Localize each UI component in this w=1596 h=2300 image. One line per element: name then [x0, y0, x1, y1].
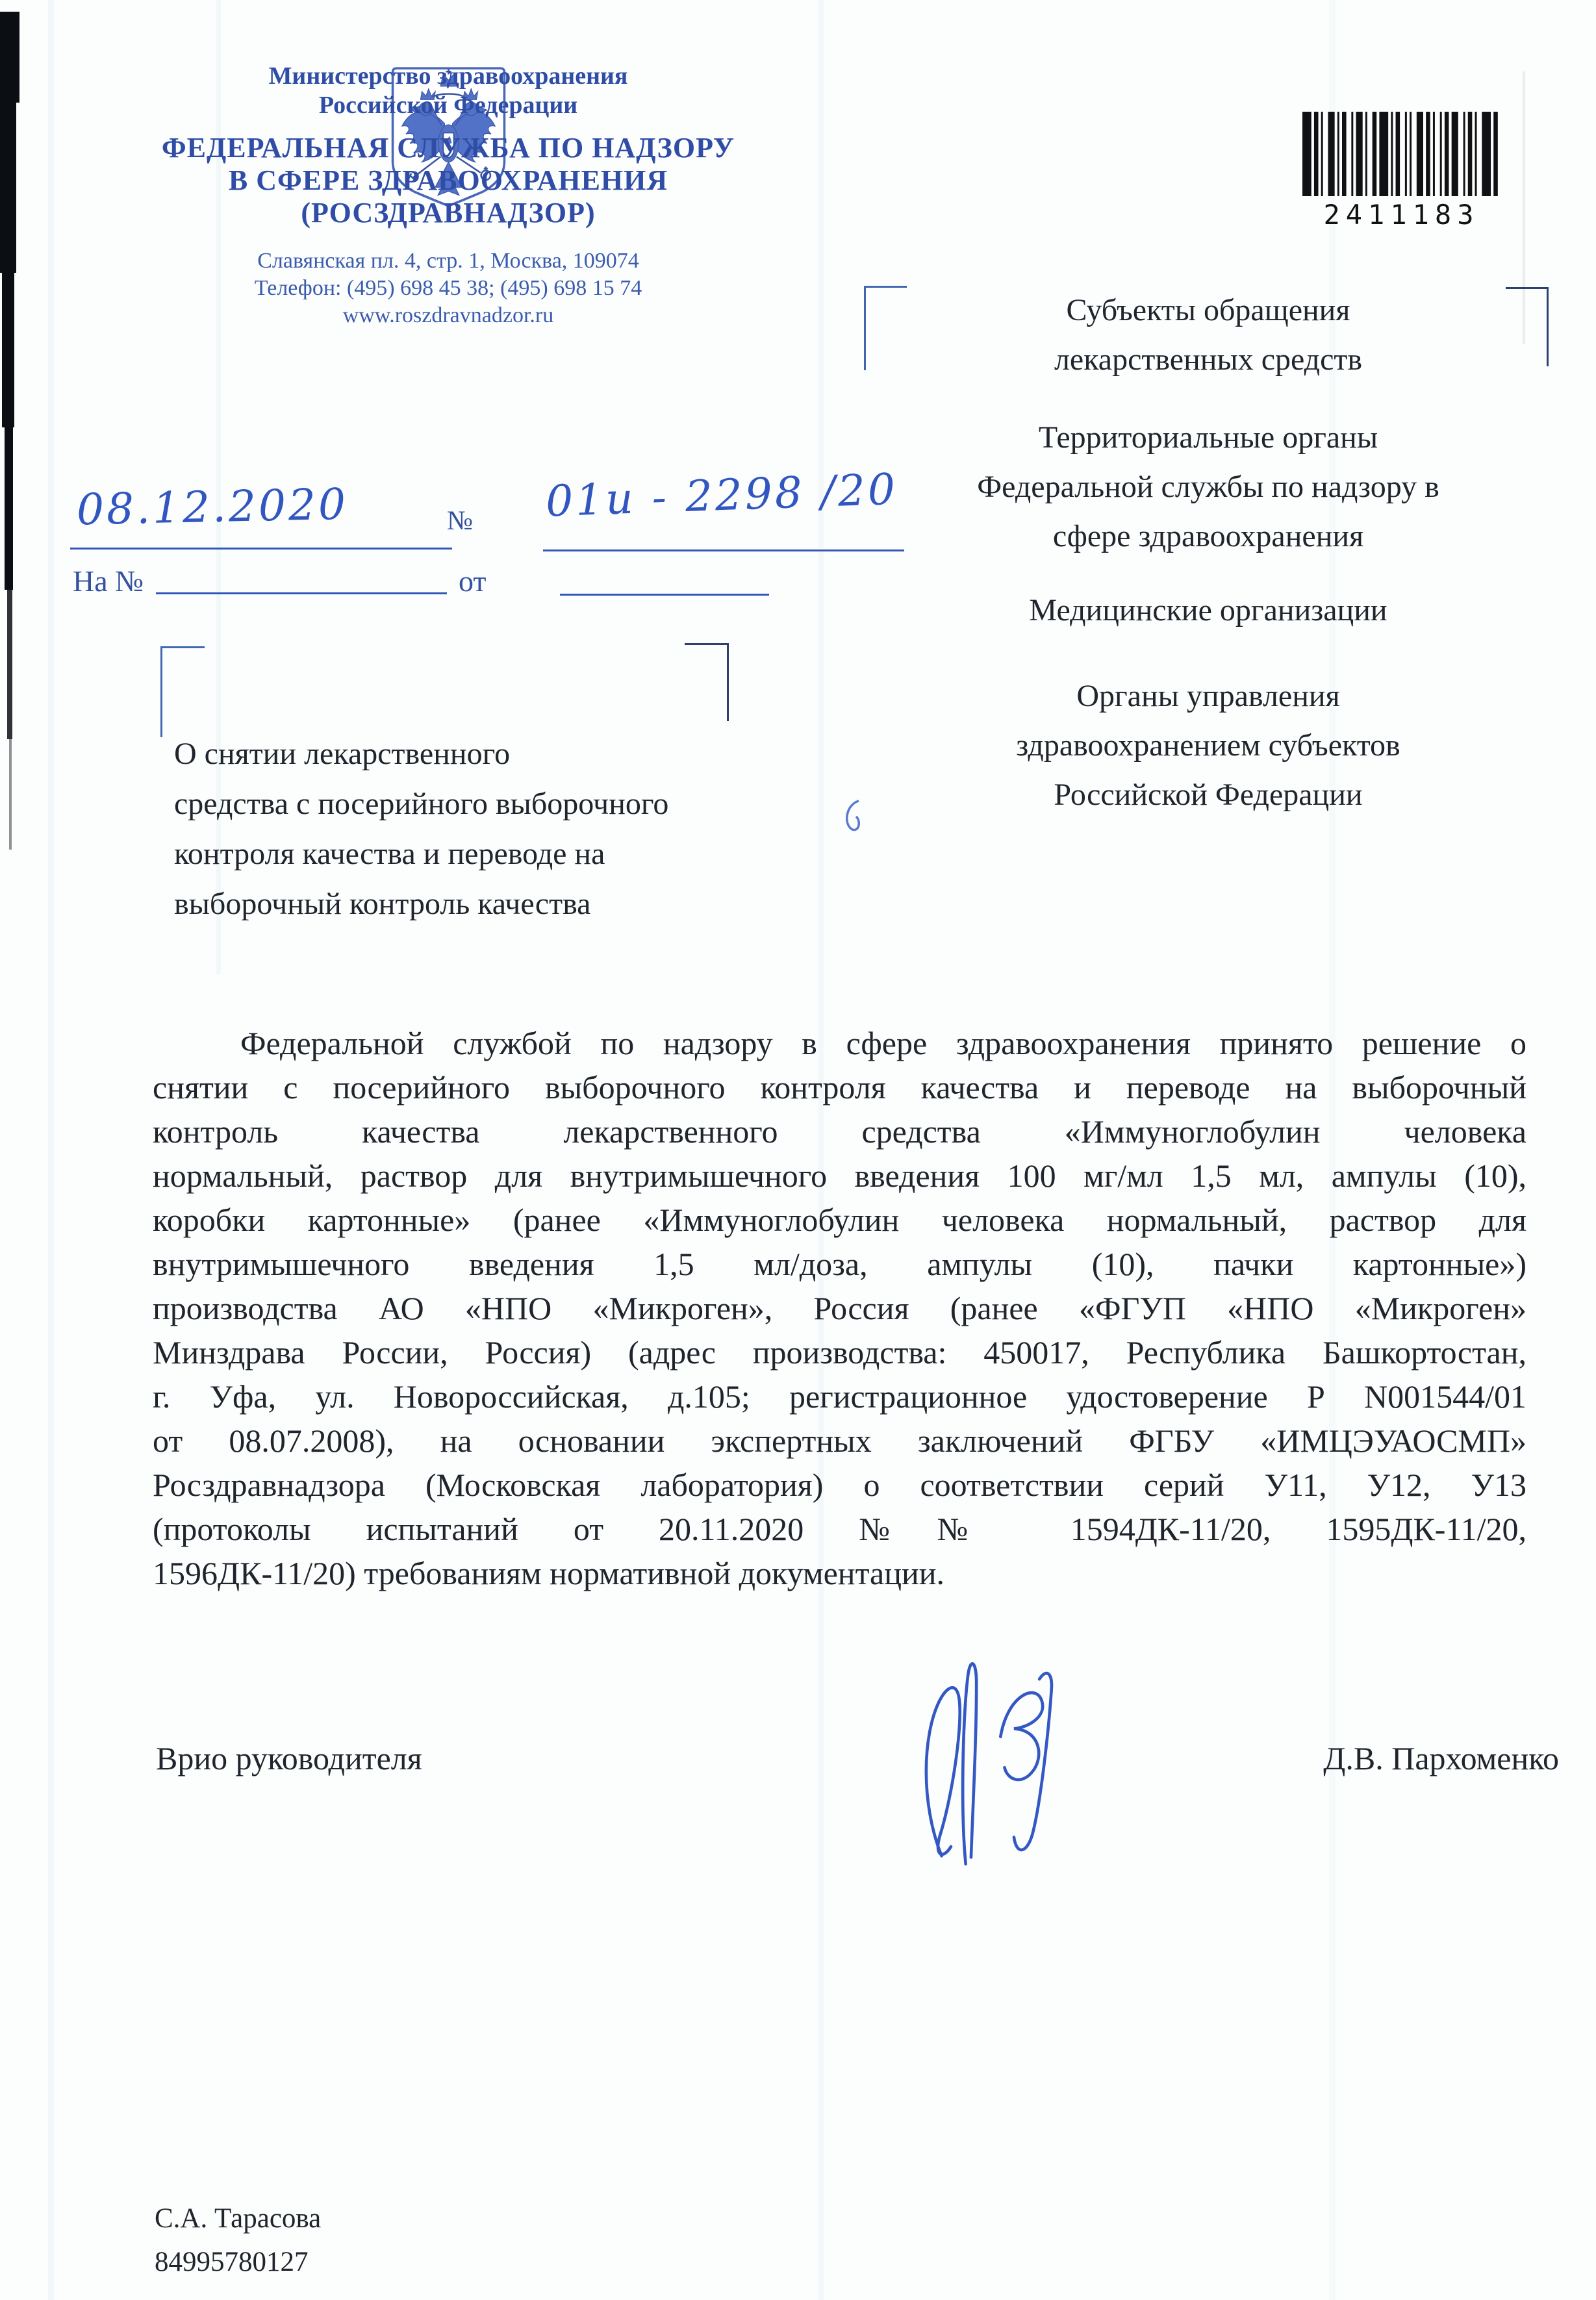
addressee-group [864, 672, 1552, 820]
body-line: коробки картонные» (ранее «Иммуноглобулин человека нормальный, раствор для [153, 1202, 1526, 1238]
body-line: снятии с посерийного выборочного контроля качества и переводе на выборочный [153, 1069, 1526, 1106]
outgoing-number-handwritten: 01и - 2298 /20 [544, 464, 899, 527]
agency-name-line1: ФЕДЕРАЛЬНАЯ СЛУЖБА ПО НАДЗОРУ [161, 132, 735, 164]
executor-block [155, 2197, 321, 2284]
body-line: Росздравнадзора (Московская лаборатория) о соответствии серий У11, У12, У13 [153, 1467, 1526, 1503]
agency-name-line2: В СФЕРЕ ЗДРАВООХРАНЕНИЯ [228, 164, 668, 196]
subject-line: средства с посерийного выборочного [174, 787, 669, 821]
body-line: Минздрава России, Россия) (адрес производства: 450017, Республика Башкортостан, [153, 1334, 1526, 1371]
scan-edge-artifact [0, 97, 16, 273]
subject-block [174, 729, 668, 929]
addressee-line: Федеральной службы по надзору в [977, 470, 1439, 504]
body-line: контроль качества лекарственного средства «Иммуноглобулин человека [153, 1113, 1526, 1150]
executor-phone: 84995780127 [155, 2247, 309, 2277]
number-sign-label: № [447, 506, 474, 536]
body-paragraph [153, 1021, 1526, 1595]
body-line: Федеральной службой по надзору в сфере здравоохранения принято решение о [240, 1025, 1526, 1061]
addressee-line: сфере здравоохранения [1052, 519, 1364, 553]
body-line: производства АО «НПО «Микроген», Россия (ранее «ФГУП «НПО «Микроген» [153, 1290, 1526, 1326]
addressee-group [864, 413, 1552, 561]
outgoing-date-handwritten: 08.12.2020 [76, 479, 349, 535]
body-line: 1596ДК-11/20) требованиям нормативной документации. [153, 1555, 944, 1591]
body-line: внутримышечного введения 1,5 мл/доза, ампулы (10), пачки картонные») [153, 1246, 1526, 1282]
subject-line: контроля качества и переводе на [174, 837, 605, 871]
scan-edge-artifact [7, 590, 12, 739]
addressee-block [864, 286, 1552, 820]
addressee-line: Субъекты обращения [1066, 293, 1350, 327]
scan-edge-artifact [5, 427, 13, 590]
reply-number-underline [156, 592, 447, 594]
addressee-line: Органы управления [1076, 679, 1340, 713]
body-line: (протоколы испытаний от 20.11.2020 №№ 1594ДК-11/20, 1595ДК-11/20, [153, 1511, 1526, 1547]
barcode-number: 2411183 [1323, 199, 1480, 231]
addressee-line: Территориальные органы [1038, 420, 1378, 455]
barcode-block [1302, 112, 1501, 231]
agency-name-line3: (РОСЗДРАВНАДЗОР) [301, 197, 596, 229]
body-line: нормальный, раствор для внутримышечного введения 100 мг/мл 1,5 мл, ампулы (10), [153, 1157, 1526, 1194]
signer-title: Врио руководителя [156, 1740, 422, 1776]
date-underline [70, 548, 452, 550]
reply-date-underline [560, 594, 769, 596]
executor-name: С.А. Тарасова [155, 2203, 322, 2234]
reply-to-label: На № [73, 564, 144, 598]
addressee-line: Российской Федерации [1054, 777, 1363, 812]
subject-line: О снятии лекарственного [174, 737, 511, 771]
addressee-group [864, 586, 1552, 635]
ministry-name-line2: Российской Федерации [318, 92, 578, 119]
ministry-name-line1: Министерство здравоохранения [268, 62, 628, 90]
scan-streak [48, 0, 54, 2300]
reply-from-label: от [459, 564, 487, 598]
addressee-group [864, 286, 1552, 385]
signature-ink [896, 1655, 1091, 1869]
addressee-line: здравоохранением субъектов [1016, 728, 1400, 763]
letterhead-website: www.roszdravnadzor.ru [342, 303, 554, 327]
addressee-line: Медицинские организации [1029, 593, 1387, 627]
stray-ink-mark [839, 796, 865, 835]
number-underline [543, 550, 904, 551]
scan-edge-artifact [9, 739, 12, 850]
addressee-line: лекарственных средств [1054, 342, 1363, 377]
scan-edge-artifact [2, 272, 14, 427]
body-line: г. Уфа, ул. Новороссийская, д.105; регистрационное удостоверение Р N001544/01 [153, 1378, 1526, 1415]
scan-edge-artifact [0, 12, 19, 103]
letterhead-phone: Телефон: (495) 698 45 38; (495) 698 15 74 [254, 276, 642, 300]
signer-name: Д.В. Пархоменко [1323, 1740, 1559, 1776]
body-line: от 08.07.2008), на основании экспертных заключений ФГБУ «ИМЦЭУАОСМП» [153, 1422, 1526, 1459]
subject-line: выборочный контроль качества [174, 887, 591, 921]
letterhead [117, 62, 779, 329]
barcode-icon [1302, 112, 1501, 196]
letterhead-address: Славянская пл. 4, стр. 1, Москва, 109074 [257, 249, 639, 273]
